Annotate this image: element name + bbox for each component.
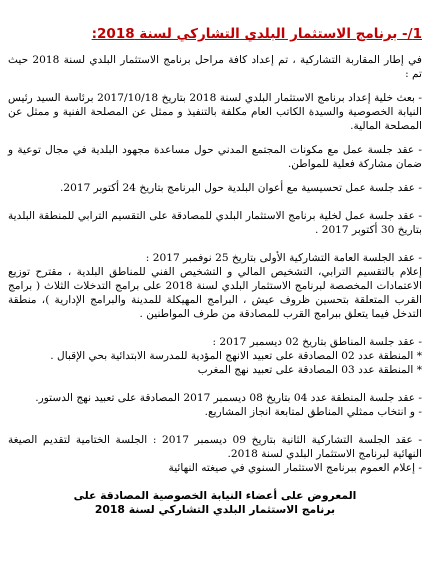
public-information: - إعلام العموم ببرنامج الاستثمار السنوي في صيغته النهائية	[168, 462, 422, 474]
document-page	[8, 4, 422, 574]
second-plenary-session: - عقد الجلسة التشاركية الثانية بتاريخ 09 ديسمبر 2017 : الجلسة الختامية لتقديم الصيغة النهائية لبرنامج الاستثمار البلدي لسنة 2018.	[8, 434, 422, 460]
first-plenary-heading: - عقد الجلسة العامة التشاركية الأولى بتاريخ 25 نوفمبر 2017 :	[145, 252, 422, 264]
item-zone-meetings	[8, 335, 422, 377]
approval-line-2: برنامج الاستثمار البلدي التشاركي لسنة 2018	[94, 503, 336, 516]
item-staff-awareness-meeting: - عقد جلسة عمل تحسيسية مع أعوان البلدية حول البرنامج بتاريخ 24 أكتوبر 2017.	[59, 182, 422, 194]
approval-statement	[8, 489, 422, 517]
zone-4-decision: - عقد جلسة المنطقة عدد 04 بتاريخ 08 ديسمبر 2017 المصادقة على تعبيد نهج الدستور.	[35, 392, 422, 404]
item-first-plenary	[8, 251, 422, 321]
item-preparation-cell: - بعث خلية إعداد برنامج الاستثمار البلدي لسنة 2018 بتاريخ 2017/10/18 برئاسة السيد رئيس النيابة الخصوصية والسيدة الكاتب العام مكلفة بالتنفيذ و ممثل عن المصلحة الفنية و ممثل عن المصلحة المالية.	[8, 92, 423, 132]
zone-representatives-election: - و انتخاب ممثلي المناطق لمتابعة انجاز المشاريع.	[204, 406, 422, 418]
approval-line-1: المعروض على أعضاء النيابة الخصوصية المصادقة على	[73, 489, 357, 502]
item-second-plenary	[8, 433, 422, 475]
item-civil-society-meeting: - عقد جلسة عمل مع مكونات المجتمع المدني حول مساعدة مجهود البلدية في مجال توعية و ضمان مشاركة فعلية للمواطن.	[8, 144, 422, 170]
zone-2-decision: * المنطقة عدد 02 المصادقة على تعبيد الانهج المؤدية للمدرسة الابتدائية بحي الإقبال .	[50, 350, 422, 362]
intro-paragraph: في إطار المقاربة التشاركية ، تم إعداد كافة مراحل برنامج الاستثمار البلدي لسنة 2018 حيث تم :	[8, 54, 422, 80]
item-zone-4-meeting	[8, 391, 422, 419]
zone-3-decision: * المنطقة عدد 03 المصادقة على تعبيد نهج المغرب	[197, 364, 422, 376]
zone-meetings-heading: - عقد جلسة المناطق بتاريخ 02 ديسمبر 2017 :	[212, 336, 422, 348]
first-plenary-body: إعلام بالتقسيم الترابي، التشخيص المالي و التشخيص الفني للمناطق البلدية ، مقترح توزيع الاعتمادات المخصصة لبرنامج الاستثمار البلدي لسنة 2018 على برامج التدخلات الثلاث ( برامج القرب المتعلقة بتحسين ظروف عيش ، البرامج المهيكلة للمدينة والبرامج الإدارية )، منطقة التدخل فيما يتعلق ببرامج القرب للمصادقة من طرف المواطنين .	[8, 266, 422, 320]
section-title: 1/- برنامج الاستثمار البلدي التشاركي لسنة 2018:	[91, 26, 422, 42]
item-territorial-division-meeting: - عقد جلسة عمل لخلية برنامج الاستثمار البلدي للمصادقة على التقسيم الترابي للمنطقة البلدية بتاريخ 30 أكتوبر 2017 .	[8, 210, 422, 236]
